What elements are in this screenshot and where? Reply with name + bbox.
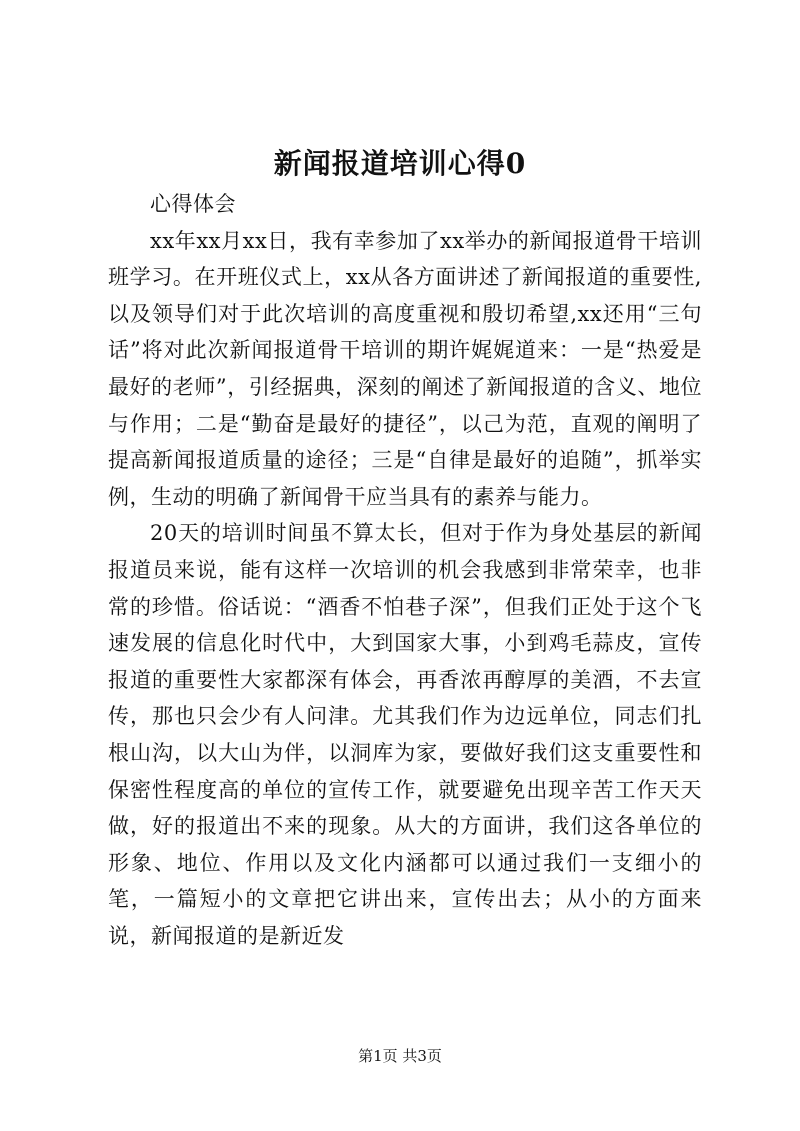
paragraph-heading: 心得体会 <box>150 192 236 216</box>
paragraph-1: xx年xx月xx日，我有幸参加了xx举办的新闻报道骨干培训班学习。在开班仪式上，xx从各方面讲述了新闻报道的重要性,以及领导们对于此次培训的高度重视和殷切希望,xx还用“三句话”将对此次新闻报道骨干培训的期许娓娓道来：一是“热爱是最好的老师”，引经据典，深刻的阐述了新闻报道的含义、地位与作用；二是“勤奋是最好的捷径”，以己为范，直观的阐明了提高新闻报道质量的途径；三是“自律是最好的追随”，抓举实例，生动的明确了新闻骨干应当具有的素养与能力。 <box>108 228 702 509</box>
document-body <box>108 186 702 954</box>
page-number-footer: 第1页 共3页 <box>358 1047 442 1065</box>
paragraph-2: 20天的培训时间虽不算太长，但对于作为身处基层的新闻报道员来说，能有这样一次培训的机会我感到非常荣幸，也非常的珍惜。俗话说：“酒香不怕巷子深”，但我们正处于这个飞速发展的信息化时代中，大到国家大事，小到鸡毛蒜皮，宣传报道的重要性大家都深有体会，再香浓再醇厚的美酒，不去宣传，那也只会少有人问津。尤其我们作为边远单位，同志们扎根山沟，以大山为伴，以洞库为家，要做好我们这支重要性和保密性程度高的单位的宣传工作，就要避免出现辛苦工作天天做，好的报道出不来的现象。从大的方面讲，我们这各单位的形象、地位、作用以及文化内涵都可以通过我们一支细小的笔，一篇短小的文章把它讲出来，宣传出去；从小的方面来说，新闻报道的是新近发 <box>108 521 702 948</box>
document-title: 新闻报道培训心得0 <box>273 147 527 180</box>
